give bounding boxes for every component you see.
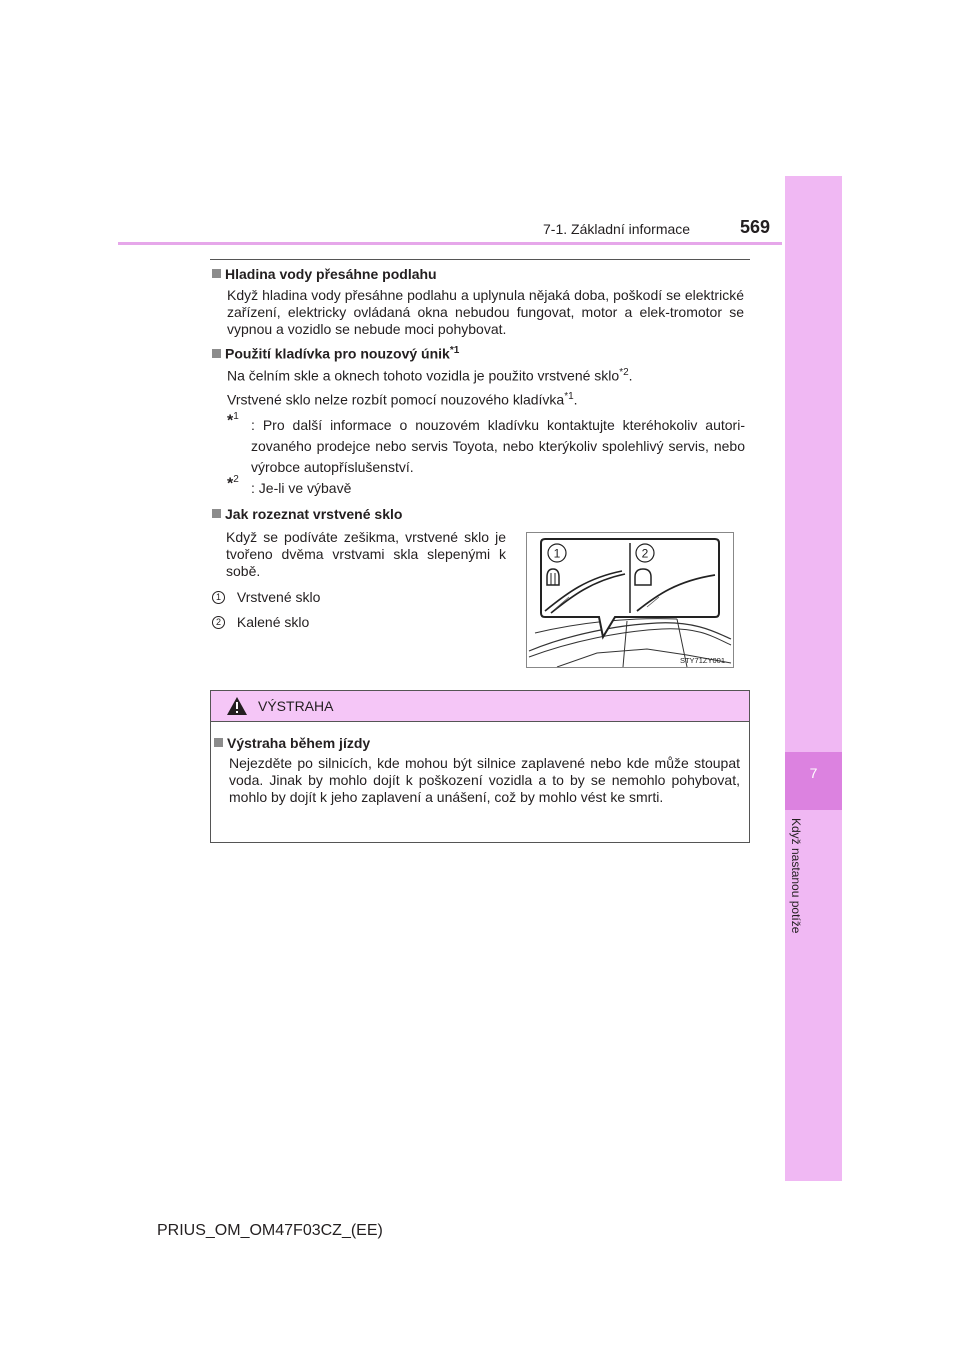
glass-illustration — [526, 532, 734, 668]
heading-glass: Jak rozeznat vrstvené sklo — [212, 506, 402, 522]
warning-text: Nejezděte po silnicích, kde mohou být silnice zaplavené nebo kde může stoupat voda. Jinak by mohlo dojít k poškození vozidla a to by se nemohlo pohybovat, mohlo by dojít k jeho zaplavení a unášení, což by mohlo vést ke smrti. — [229, 755, 740, 805]
heading-hammer: Použití kladívka pro nouzový únik$^{*1}$ — [212, 345, 459, 362]
warning-header — [211, 691, 749, 722]
square-bullet-icon — [212, 509, 221, 518]
figure-callout-1: 1 — [553, 546, 561, 561]
warning-triangle-icon — [226, 696, 248, 716]
item-tempered: 2 Kalené sklo — [212, 614, 309, 630]
warning-box — [210, 690, 750, 843]
glass-text: Když se podíváte zešikma, vrstvené sklo je tvořeno dvěma vrstvami skla slepenými k sobě. — [226, 529, 506, 579]
section-title: 7-1. Základní informace — [543, 221, 691, 237]
item-laminated: 1 Vrstvené sklo — [212, 589, 320, 605]
car-window-illustration — [527, 533, 733, 667]
square-bullet-icon — [214, 738, 223, 747]
warning-heading: Výstraha během jízdy — [214, 735, 370, 751]
footnote-1-marker: *$^1$ — [227, 411, 239, 430]
figure-callout-2: 2 — [641, 546, 649, 561]
hammer-line-2: Vrstvené sklo nelze rozbít pomocí nouzového kladívka$^{*1}$. — [227, 391, 578, 408]
header-rule — [118, 242, 782, 245]
page-number: 569 — [740, 217, 771, 237]
warning-title: VÝSTRAHA — [258, 698, 334, 714]
square-bullet-icon — [212, 269, 221, 278]
footnote-2-marker: *$^2$ — [227, 474, 239, 493]
chapter-tab — [785, 176, 842, 1181]
footnote-ref: *2 — [619, 367, 629, 378]
footnote-1-text: : Pro další informace o nouzovém kladívku kontaktujte kteréhokoliv autori-zovaného prodejce nebo servis Toyota, nebo kterýkoliv spolehlivý servis, nebo výrobce autopříslušenství. — [251, 417, 745, 475]
chapter-title: Když nastanou potíže — [789, 818, 803, 934]
chapter-tab-marker — [785, 752, 842, 810]
callout-2-icon: 2 — [212, 616, 225, 629]
square-bullet-icon — [212, 349, 221, 358]
document-code: PRIUS_OM_OM47F03CZ_(EE) — [157, 1222, 383, 1239]
callout-1-icon: 1 — [212, 591, 225, 604]
footnote-ref: *1 — [449, 345, 460, 356]
footnote-2-text: : Je-li ve výbavě — [251, 480, 352, 496]
figure-code: STY71ZY001 — [679, 656, 725, 665]
hammer-line-1: Na čelním skle a oknech tohoto vozidla je použito vrstvené sklo$^{*2}$. — [227, 367, 633, 384]
chapter-number: 7 — [809, 765, 818, 781]
content-rule — [210, 259, 750, 260]
heading-water: Hladina vody přesáhne podlahu — [212, 266, 437, 282]
water-text: Když hladina vody přesáhne podlahu a uplynula nějaká doba, poškodí se elektrické zařízení, elektricky ovládaná okna nebudou fungovat, motor a elek-tromotor se vypnou a vozidlo se nebude moci pohybovat. — [227, 287, 744, 337]
footnote-ref: *1 — [564, 391, 574, 402]
